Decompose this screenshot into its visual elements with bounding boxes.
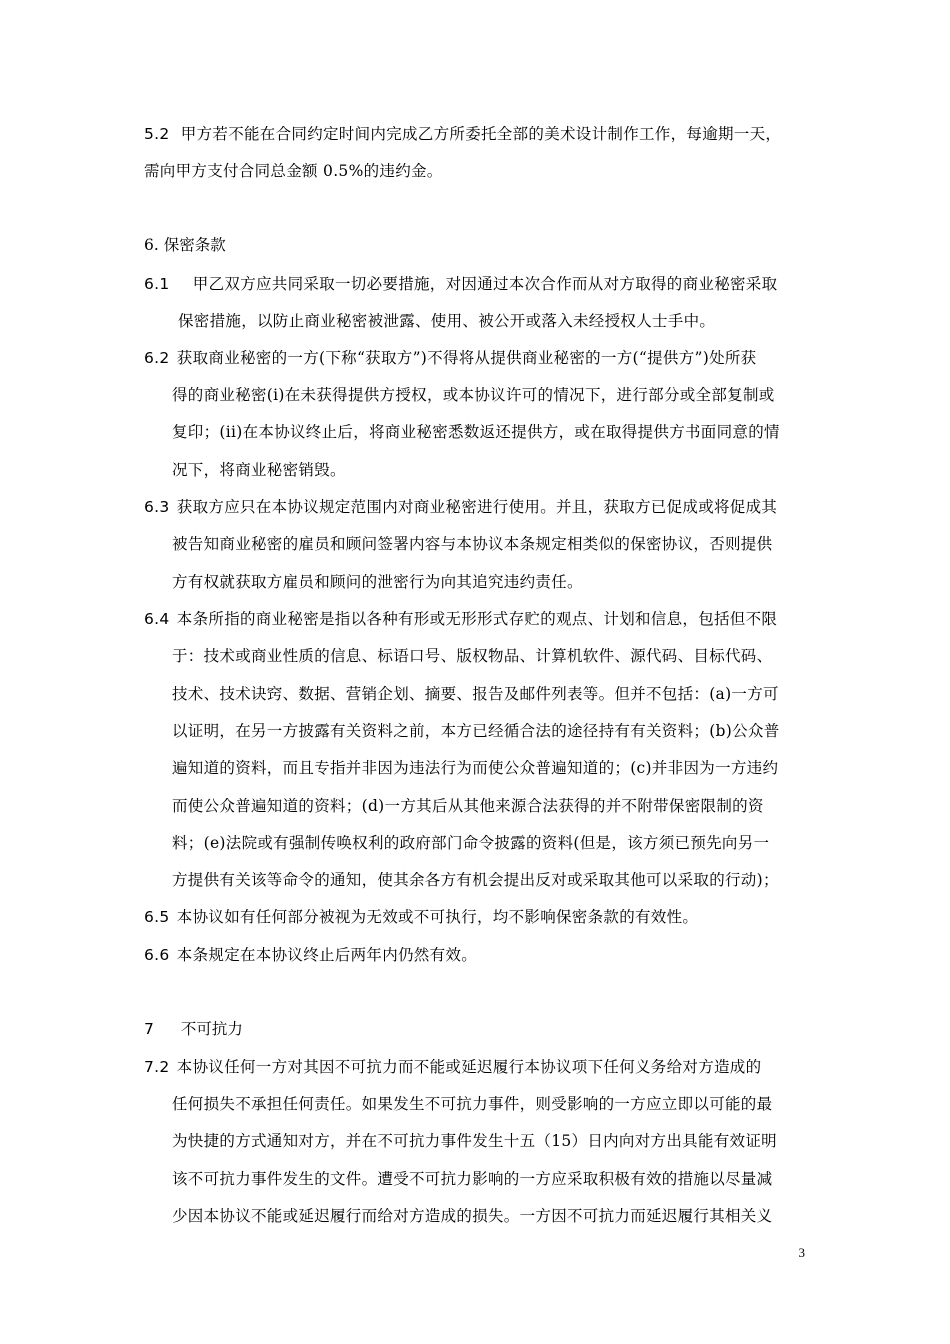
clause-6-1-text-1: 甲乙双方应共同采取一切必要措施，对因通过本次合作而从对方取得的商业秘密采取 [192,275,778,293]
clause-6-5-line-1 [144,907,698,927]
clause-6-5-text-1: 本协议如有任何部分被视为无效或不可执行，均不影响保密条款的有效性。 [176,908,699,926]
clause-7-2-line-2: 任何损失不承担任何责任。如果发生不可抗力事件，则受影响的一方应立即以可能的最 [172,1095,773,1113]
clause-7-2-line-4: 该不可抗力事件发生的文件。遭受不可抗力影响的一方应采取积极有效的措施以尽量减 [172,1170,773,1188]
clause-6-3-line-3: 方有权就获取方雇员和顾问的泄密行为向其追究违约责任。 [172,573,583,591]
clause-6-2-line-1 [144,348,756,368]
clause-7-2-line-3: 为快捷的方式通知对方，并在不可抗力事件发生十五（15）日内向对方出具能有效证明 [172,1132,777,1150]
section-7-title: 不可抗力 [180,1020,243,1038]
clause-6-6-line-1 [144,945,477,965]
clause-6-3-number: 6.3 [144,498,170,516]
clause-6-3-line-2: 被告知商业秘密的雇员和顾问签署内容与本协议本条规定相类似的保密协议，否则提供 [172,535,773,553]
clause-6-1-number: 6.1 [144,275,170,293]
clause-6-2-line-3: 复印；(ii)在本协议终止后，将商业秘密悉数返还提供方，或在取得提供方书面同意的情 [172,423,780,441]
section-7-number: 7 [144,1020,154,1038]
clause-6-1-line-1 [144,274,777,294]
clause-6-2-line-4: 况下，将商业秘密销毁。 [172,461,346,479]
clause-6-2-number: 6.2 [144,349,170,367]
clause-6-2-line-2: 得的商业秘密(i)在未获得提供方授权，或本协议许可的情况下，进行部分或全部复制或 [172,386,775,404]
clause-6-4-number: 6.4 [144,610,170,628]
clause-7-2-line-1 [144,1057,761,1077]
clause-5-2-number: 5.2 [144,125,170,143]
clause-6-4-text-1: 本条所指的商业秘密是指以各种有形或无形形式存贮的观点、计划和信息，包括但不限 [176,610,778,628]
clause-6-4-line-5: 遍知道的资料，而且专指并非因为违法行为而使公众普遍知道的；(c)并非因为一方违约 [172,759,779,777]
clause-6-4-line-2: 于：技术或商业性质的信息、标语口号、版权物品、计算机软件、源代码、目标代码、 [172,647,773,665]
clause-7-2-text-1: 本协议任何一方对其因不可抗力而不能或延迟履行本协议项下任何义务给对方造成的 [176,1058,762,1076]
clause-6-4-line-6: 而使公众普遍知道的资料；(d)一方其后从其他来源合法获得的并不附带保密限制的资 [172,797,764,815]
section-7-heading [144,1019,243,1039]
section-6-heading: 6. 保密条款 [144,236,226,254]
clause-6-4-line-1 [144,609,777,629]
clause-6-1-line-2: 保密措施，以防止商业秘密被泄露、使用、被公开或落入未经授权人士手中。 [178,312,716,330]
clause-5-2-line-2: 需向甲方支付合同总金额 0.5%的违约金。 [144,162,443,180]
page-number: 3 [798,1245,805,1260]
clause-6-4-line-7: 料；(e)法院或有强制传唤权利的政府部门命令披露的资料(但是，该方须已预先向另一 [172,834,770,852]
clause-7-2-line-5: 少因本协议不能或延迟履行而给对方造成的损失。一方因不可抗力而延迟履行其相关义 [172,1207,773,1225]
clause-6-6-number: 6.6 [144,946,170,964]
clause-7-2-number: 7.2 [144,1058,170,1076]
clause-6-6-text-1: 本条规定在本协议终止后两年内仍然有效。 [176,946,477,964]
clause-6-5-number: 6.5 [144,908,170,926]
clause-5-2-line-1 [144,124,781,144]
clause-6-4-line-3: 技术、技术诀窍、数据、营销企划、摘要、报告及邮件列表等。但并不包括：(a)一方可 [172,685,779,703]
clause-6-4-line-4: 以证明，在另一方披露有关资料之前，本方已经循合法的途径持有有关资料；(b)公众普 [172,722,780,740]
clause-6-2-text-1: 获取商业秘密的一方(下称“获取方”)不得将从提供商业秘密的一方(“提供方”)处所获 [176,349,757,367]
clause-6-4-line-8: 方提供有关该等命令的通知，使其余各方有机会提出反对或采取其他可以采取的行动)； [172,871,779,889]
clause-6-3-line-1 [144,497,777,517]
clause-6-3-text-1: 获取方应只在本协议规定范围内对商业秘密进行使用。并且，获取方已促成或将促成其 [176,498,778,516]
clause-5-2-text-1: 甲方若不能在合同约定时间内完成乙方所委托全部的美术设计制作工作，每逾期一天， [180,125,782,143]
